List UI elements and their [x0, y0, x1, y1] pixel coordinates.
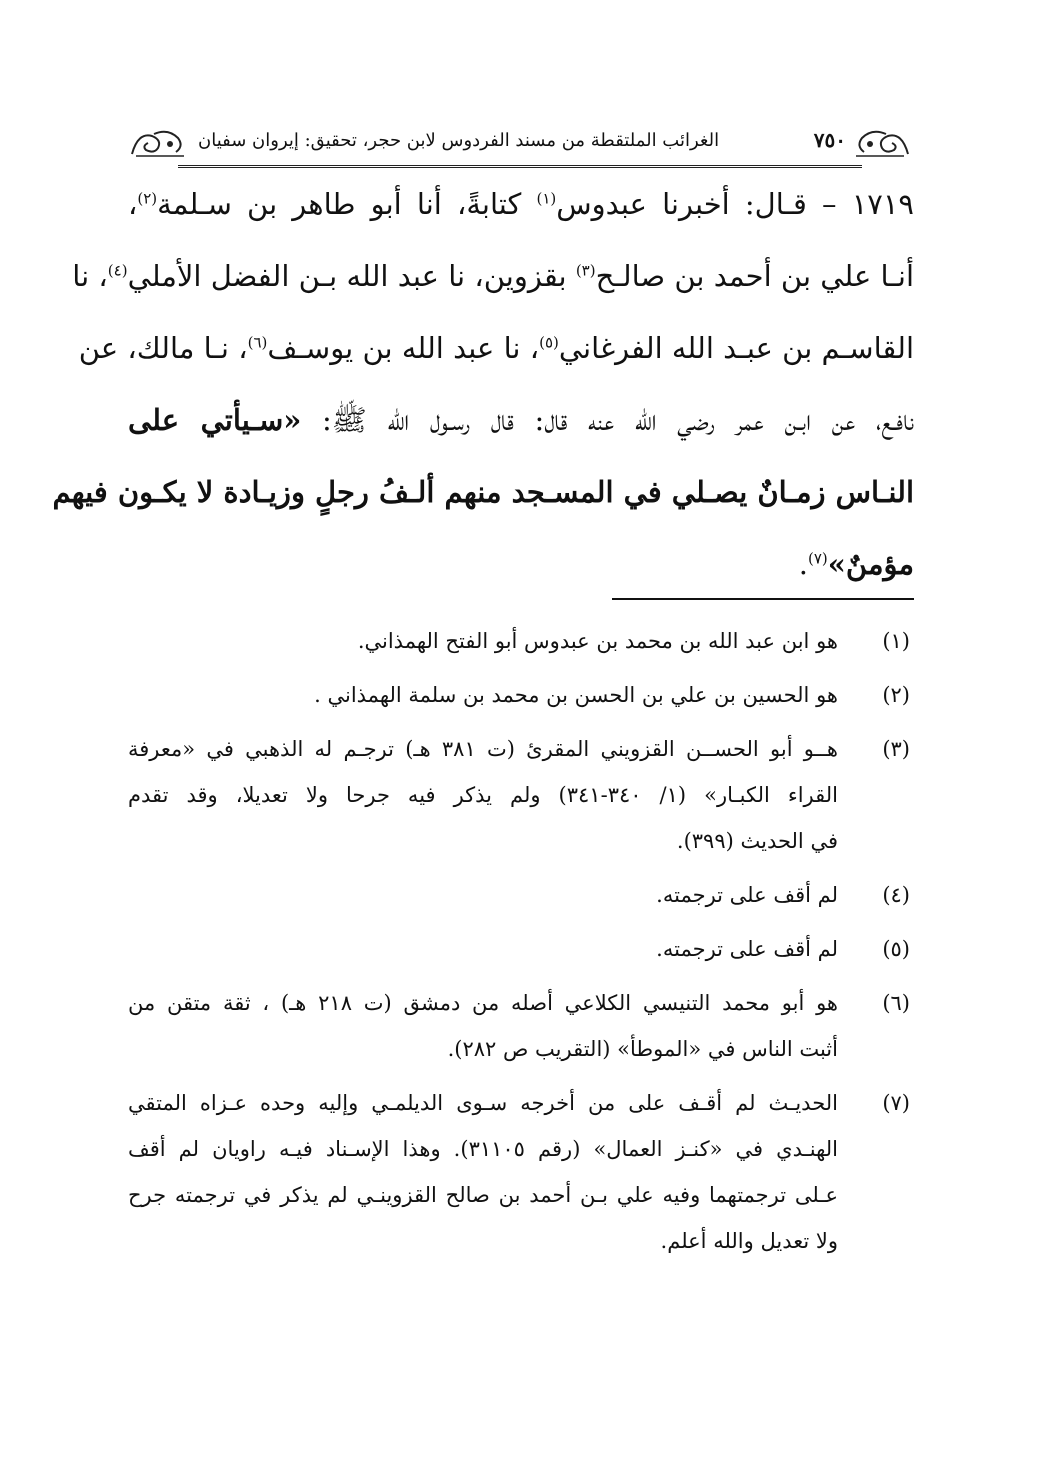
footnote-line: الحديـث لم أقـف على من أخرجه سـوى الديلمـي وإليه وحده عـزاه المتقي [128, 1091, 838, 1115]
footnote [128, 1080, 914, 1264]
footnote [128, 872, 914, 918]
text-run: ، [128, 187, 138, 221]
text-line [128, 528, 914, 600]
text-run: نافـع، عن ابـن عمر رضي الله عنه قال: قال رسـول الله ﷺ: [301, 403, 915, 437]
footnote-line: هو ابن عبد الله بن محمد بن عبدوس أبو الفتح الهمذاني. [357, 629, 838, 653]
text-run: كتابةً، أنا أبو طاهر بن سـلمة [157, 187, 537, 221]
text-run: القاسـم بن عبـد الله الفرغاني [558, 331, 914, 365]
text-run: ، نا عبد الله بن يوسـف [267, 331, 540, 365]
footnote-number: (١) [882, 629, 910, 653]
text-line [52, 456, 914, 528]
corner-ornament-icon [852, 126, 912, 160]
footnote-line: هو أبو محمد التنيسي الكلاعي أصله من دمشق (ت ٢١٨ هـ) ، ثقة متقن من [128, 991, 839, 1015]
footnote-number: (٣) [882, 737, 910, 761]
text-run: أنـا علي بن أحمد بن صالـح [595, 259, 914, 293]
hadith-text [52, 168, 915, 600]
footnote-number: (٥) [882, 937, 910, 961]
footnote-line: لم أقف على ترجمته. [656, 883, 838, 907]
footnote-line: لم أقف على ترجمته. [656, 937, 838, 961]
text-line [72, 240, 914, 312]
running-header [128, 120, 912, 168]
footnote-ref[interactable]: (٢) [137, 189, 158, 208]
corner-ornament-icon [128, 126, 188, 160]
text-run: ، نـا مالك، عن [78, 331, 248, 365]
footnote-line: في الحديث (٣٩٩). [676, 829, 838, 853]
footnote-ref[interactable]: (٧) [807, 549, 828, 568]
footnote-line: الهنـدي في «كنـز العمال» (رقم ٣١١٠٥). وهذا الإسـناد فيـه راويان لم أقف [128, 1137, 838, 1161]
footnote-line: أثبت الناس في «الموطأ» (التقريب ص ٢٨٢). [447, 1037, 838, 1061]
footnote-separator [612, 598, 914, 600]
footnote [128, 618, 914, 664]
footnote [128, 980, 914, 1072]
footnote-ref[interactable]: (٤) [107, 261, 128, 280]
prophetic-quote: مؤمنٌ» [827, 547, 914, 581]
footnote-ref[interactable]: (٣) [575, 261, 596, 280]
footnote-number: (٧) [882, 1091, 910, 1115]
text-line [128, 384, 914, 456]
prophetic-quote: «سـيأتي على [128, 403, 302, 437]
footnote-ref[interactable]: (٦) [247, 333, 268, 352]
footnote-number: (٤) [882, 883, 910, 907]
text-line [78, 312, 914, 384]
text-run: ، نا [72, 259, 108, 293]
footnote-ref[interactable]: (٥) [539, 333, 559, 352]
footnote-number: (٦) [882, 991, 910, 1015]
footnote-ref[interactable]: (١) [536, 189, 557, 208]
footnote-line: ولا تعديل والله أعلم. [660, 1229, 838, 1253]
text-line [128, 168, 914, 240]
text-run: ١٧١٩ – قـال: أخبرنا عبدوس [556, 187, 915, 221]
text-run: . [798, 547, 808, 581]
footnote [128, 672, 914, 718]
footnote-line: القراء الكبـار» (١/ ٣٤٠-٣٤١) ولم يذكر فيه جرحا ولا تعديلا، وقد تقدم [128, 783, 838, 807]
page-number: ٧٥٠ [813, 128, 846, 152]
footnote [128, 726, 914, 864]
running-title: الغرائب الملتقطة من مسند الفردوس لابن حجر، تحقيق: إيروان سفيان [198, 130, 720, 151]
footnote [128, 926, 914, 972]
footnote-line: هو الحسين بن علي بن الحسن بن محمد بن سلمة الهمذاني . [314, 683, 838, 707]
footnote-line: هــو أبو الحســن القزويني المقرئ (ت ٣٨١ هـ) ترجـم له الذهبي في «معرفة [128, 737, 838, 761]
footnote-number: (٢) [882, 683, 910, 707]
prophetic-quote: النـاس زمـانٌ يصـلي في المسـجد منهم ألـفُ رجلٍ وزيـادة لا يكـون فيهم [52, 475, 914, 509]
footnotes [128, 618, 914, 1272]
text-run: بقزوين، نا عبد الله بـن الفضل الأملي [127, 259, 576, 293]
footnote-line: عـلى ترجمتهما وفيه علي بـن أحمد بن صالح القزوينـي لم يذكر في ترجمته جرح [128, 1183, 839, 1207]
